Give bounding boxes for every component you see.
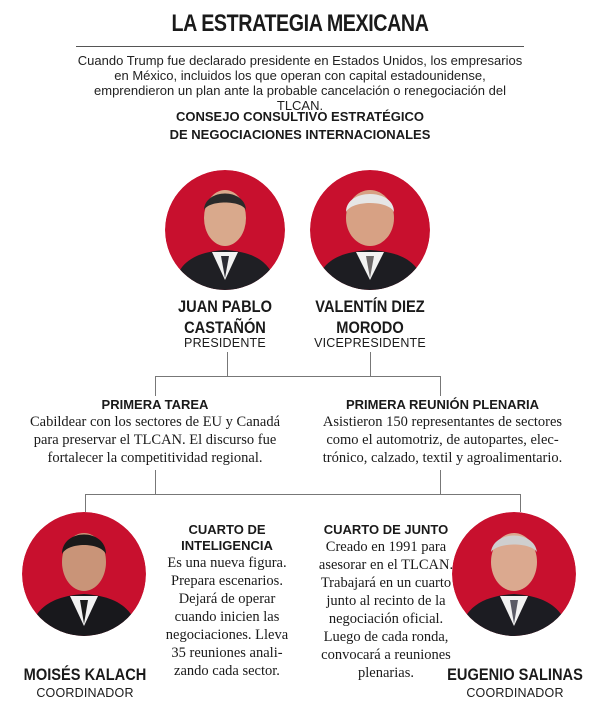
cuarto-junto-line: Trabajará en un cuarto (320, 575, 452, 591)
name-salinas: EUGENIO SALINAS (447, 665, 583, 684)
primera-reunion-heading: PRIMERA REUNIÓN PLENARIA (345, 397, 540, 412)
cuarto-junto-line: convocará a reuniones (321, 647, 451, 663)
primera-reunion-body (300, 413, 585, 467)
cuarto-inteligencia-heading (148, 522, 306, 554)
cuarto-inteligencia-heading-line1: CUARTO DE (188, 522, 266, 537)
cuarto-inteligencia-line: cuando inicien las (174, 609, 280, 625)
cuarto-inteligencia-line: Prepara escenarios. (171, 573, 283, 589)
primera-reunion-line: como el automotriz, de autopartes, elec- (326, 432, 559, 448)
cuarto-junto-heading: CUARTO DE JUNTO (323, 522, 449, 537)
primera-reunion-line: trónico, calzado, textil y agroalimentario. (322, 450, 563, 466)
page-title: LA ESTRATEGIA MEXICANA (171, 10, 429, 37)
cuarto-inteligencia-heading-line2: INTELIGENCIA (181, 538, 273, 553)
name-diez-morodo-line1: VALENTÍN DIEZ (315, 297, 425, 316)
name-diez-morodo (301, 296, 439, 338)
section-cuarto-inteligencia (148, 522, 306, 680)
section-primera-reunion (300, 397, 585, 467)
person-icon (310, 170, 430, 290)
name-kalach: MOISÉS KALACH (23, 665, 147, 684)
title-rule (76, 46, 524, 47)
section-primera-tarea (20, 397, 290, 467)
cuarto-inteligencia-body (148, 554, 306, 680)
cuarto-inteligencia-line: Es una nueva figura. (167, 555, 287, 571)
cuarto-junto-line: plenarias. (358, 665, 414, 681)
cuarto-junto-line: junto al recinto de la (326, 593, 446, 609)
person-icon (165, 170, 285, 290)
cuarto-inteligencia-line: 35 reuniones anali- (171, 645, 283, 661)
connector-line (440, 470, 441, 494)
name-diez-morodo-line2: MORODO (336, 318, 404, 337)
council-heading-line2: DE NEGOCIACIONES INTERNACIONALES (169, 127, 431, 142)
intro-text: Cuando Trump fue declarado presidente en Estados Unidos, los empresarios en México, incluidos los que operan con capital estadounidense, emprendieron un plan ante la probable cancelación o renegociación del TLCAN. (77, 53, 523, 113)
cuarto-inteligencia-line: zando cada sector. (174, 663, 280, 679)
primera-tarea-line: para preservar el TLCAN. El discurso fue (33, 432, 277, 448)
council-heading (100, 108, 500, 144)
connector-line (440, 376, 441, 396)
cuarto-junto-body (305, 538, 467, 682)
council-heading-line1: CONSEJO CONSULTIVO ESTRATÉGICO (176, 109, 424, 124)
primera-tarea-line: fortalecer la competitividad regional. (47, 450, 263, 466)
portrait-kalach (22, 512, 146, 636)
cuarto-inteligencia-line: negociaciones. Lleva (165, 627, 289, 643)
section-cuarto-junto (305, 522, 467, 682)
cuarto-junto-line: negociación oficial. (328, 611, 444, 627)
primera-tarea-line: Cabildear con los sectores de EU y Canadá (29, 414, 281, 430)
connector-line (155, 376, 441, 377)
role-castanon: PRESIDENTE (184, 336, 266, 350)
connector-line (155, 376, 156, 396)
role-salinas: COORDINADOR (466, 686, 564, 700)
cuarto-inteligencia-line: Dejará de operar (178, 591, 276, 607)
cuarto-junto-line: Creado en 1991 para (325, 539, 447, 555)
portrait-castanon (165, 170, 285, 290)
name-castanon-line1: JUAN PABLO (178, 297, 272, 316)
cuarto-junto-line: asesorar en el TLCAN. (318, 557, 454, 573)
role-kalach: COORDINADOR (36, 686, 134, 700)
name-castanon-line2: CASTAÑÓN (184, 318, 266, 337)
primera-tarea-heading: PRIMERA TAREA (101, 397, 209, 412)
primera-tarea-body (20, 413, 290, 467)
connector-line (370, 352, 371, 376)
person-icon (452, 512, 576, 636)
portrait-diez-morodo (310, 170, 430, 290)
name-castanon (161, 296, 290, 338)
portrait-salinas (452, 512, 576, 636)
cuarto-junto-line: Luego de cada ronda, (323, 629, 449, 645)
connector-line (155, 470, 156, 494)
connector-line (85, 494, 520, 495)
primera-reunion-line: Asistieron 150 representantes de sectores (322, 414, 563, 430)
role-diez-morodo: VICEPRESIDENTE (314, 336, 426, 350)
connector-line (85, 494, 86, 512)
connector-line (227, 352, 228, 376)
person-icon (22, 512, 146, 636)
connector-line (520, 494, 521, 512)
